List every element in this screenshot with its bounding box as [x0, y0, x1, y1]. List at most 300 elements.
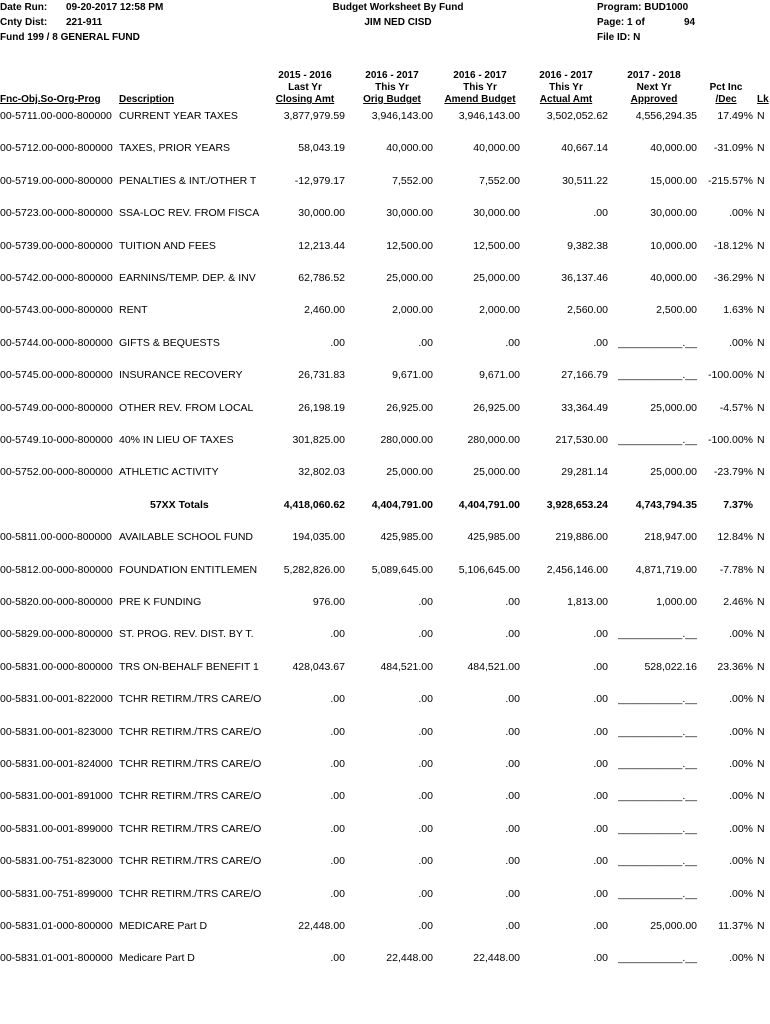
cell-c1: 32,802.03 — [298, 466, 345, 479]
cell-c3: 26,925.00 — [473, 401, 520, 414]
cell-c5: ___________.__ — [618, 369, 697, 382]
cell-acct: 00-5831.00-000-800000 — [0, 660, 113, 673]
cell-c1: 30,000.00 — [298, 207, 345, 220]
cell-c4: .00 — [593, 693, 608, 706]
table-row — [0, 888, 770, 902]
cell-c5: 40,000.00 — [650, 272, 697, 284]
cell-c2: .00 — [418, 855, 433, 868]
cell-lk: N — [757, 531, 765, 544]
table-row — [0, 207, 770, 221]
col-closing-sub: Last Yr — [288, 82, 322, 93]
col-amend-year: 2016 - 2017 — [453, 70, 507, 81]
cell-c1: 12,213.44 — [298, 239, 345, 252]
table-row — [0, 110, 770, 124]
table-row — [0, 661, 770, 675]
cell-acct: 00-5712.00-000-800000 — [0, 142, 113, 155]
cell-c1: .00 — [330, 758, 345, 770]
cell-c5: 4,743,794.35 — [635, 498, 697, 511]
cell-desc: CURRENT YEAR TAXES — [119, 110, 238, 122]
cell-c2: 3,946,143.00 — [371, 110, 433, 122]
col-closing-label: Closing Amt — [275, 94, 335, 105]
table-row — [0, 790, 770, 804]
cell-c4: 36,137.46 — [561, 272, 608, 284]
table-row — [0, 466, 770, 480]
cell-acct: 00-5831.00-751-823000 — [0, 855, 113, 868]
cell-c2: 26,925.00 — [386, 401, 433, 414]
cell-pct: 7.37% — [723, 498, 753, 511]
col-approved-year: 2017 - 2018 — [627, 70, 681, 81]
cell-pct: 23.36% — [717, 660, 753, 673]
page-number: Page: 1 of — [597, 17, 645, 28]
cell-acct: 00-5820.00-000-800000 — [0, 596, 113, 608]
cell-c4: 219,886.00 — [555, 531, 608, 544]
cell-pct: -18.12% — [713, 239, 753, 252]
cell-lk: N — [757, 887, 765, 900]
cell-pct: .00% — [729, 952, 753, 965]
cell-c5: ___________.__ — [618, 887, 697, 900]
cell-desc: TCHR RETIRM./TRS CARE/O — [119, 855, 262, 868]
col-approved-header — [614, 70, 694, 106]
table-row — [0, 726, 770, 740]
cell-acct: 00-5723.00-000-800000 — [0, 207, 113, 220]
cell-c1: 26,198.19 — [298, 401, 345, 414]
cell-pct: .00% — [729, 628, 753, 641]
cell-c4: .00 — [593, 952, 608, 965]
cell-pct: 1.63% — [723, 304, 753, 317]
cell-c3: 484,521.00 — [467, 660, 520, 673]
col-actual-year: 2016 - 2017 — [539, 70, 593, 81]
cell-desc: TUITION AND FEES — [119, 239, 216, 252]
cell-acct: 00-5749.10-000-800000 — [0, 434, 113, 446]
cell-acct: 00-5831.00-001-899000 — [0, 822, 113, 835]
table-row — [0, 693, 770, 707]
cell-c3: 425,985.00 — [467, 531, 520, 544]
cell-c2: 7,552.00 — [392, 174, 433, 187]
cell-c2: 280,000.00 — [380, 434, 433, 446]
cell-pct: -23.79% — [713, 466, 753, 479]
cell-lk: N — [757, 660, 765, 673]
cell-c2: 484,521.00 — [380, 660, 433, 673]
table-row — [0, 434, 770, 448]
cell-c1: 22,448.00 — [298, 920, 345, 932]
cell-acct: 00-5831.00-001-822000 — [0, 693, 113, 706]
cell-pct: -215.57% — [708, 174, 753, 187]
cell-c5: 528,022.16 — [644, 660, 697, 673]
cell-c5: 10,000.00 — [650, 239, 697, 252]
cell-c5: ___________.__ — [618, 628, 697, 641]
cell-c5: ___________.__ — [618, 758, 697, 770]
cell-c1: .00 — [330, 952, 345, 965]
date-run-value: 09-20-2017 12:58 PM — [66, 2, 164, 13]
cell-c1: .00 — [330, 725, 345, 738]
cell-pct: .00% — [729, 887, 753, 900]
cell-lk: N — [757, 920, 765, 932]
cell-c3: .00 — [505, 920, 520, 932]
cell-pct: .00% — [729, 693, 753, 706]
cell-c1: 26,731.83 — [298, 369, 345, 382]
cell-lk: N — [757, 952, 765, 965]
cell-c4: 2,456,146.00 — [546, 563, 608, 576]
cell-lk: N — [757, 174, 765, 187]
cell-c1: .00 — [330, 790, 345, 803]
cell-c2: .00 — [418, 628, 433, 641]
col-description-label: Description — [119, 94, 175, 105]
cell-pct: .00% — [729, 207, 753, 220]
cell-desc: TCHR RETIRM./TRS CARE/O — [119, 693, 262, 706]
cell-c5: ___________.__ — [618, 725, 697, 738]
cell-c4: 27,166.79 — [561, 369, 608, 382]
cell-c1: .00 — [330, 822, 345, 835]
cell-c4: .00 — [593, 725, 608, 738]
cell-acct: 00-5739.00-000-800000 — [0, 239, 113, 252]
col-lk-label: Lk — [757, 94, 769, 105]
table-row — [0, 920, 770, 934]
cell-lk: N — [757, 855, 765, 868]
cell-desc: ATHLETIC ACTIVITY — [119, 466, 219, 479]
cell-lk: N — [757, 239, 765, 252]
cell-c3: 5,106,645.00 — [458, 563, 520, 576]
table-row — [0, 142, 770, 156]
cnty-dist-value: 221-911 — [66, 17, 103, 28]
cell-lk: N — [757, 272, 765, 284]
table-row — [0, 855, 770, 869]
cell-c2: .00 — [418, 790, 433, 803]
cell-c3: 3,946,143.00 — [458, 110, 520, 122]
cell-acct: 00-5831.00-001-823000 — [0, 725, 113, 738]
cell-desc: TCHR RETIRM./TRS CARE/O — [119, 822, 262, 835]
cell-acct: 00-5744.00-000-800000 — [0, 336, 113, 349]
cell-desc: TRS ON-BEHALF BENEFIT 1 — [119, 660, 259, 673]
cell-lk: N — [757, 110, 765, 122]
cell-c5: ___________.__ — [618, 952, 697, 965]
col-amend-sub: This Yr — [463, 82, 497, 93]
cell-acct: 00-5719.00-000-800000 — [0, 174, 113, 187]
cell-acct: 00-5742.00-000-800000 — [0, 272, 113, 284]
cell-c3: 9,671.00 — [479, 369, 520, 382]
cell-c2: 5,089,645.00 — [371, 563, 433, 576]
cell-desc: PENALTIES & INT./OTHER T — [119, 174, 257, 187]
cell-c4: 3,928,653.24 — [546, 498, 608, 511]
col-lk-header — [757, 94, 769, 106]
cell-c1: 976.00 — [312, 596, 345, 608]
cell-c3: 12,500.00 — [473, 239, 520, 252]
col-approved-label: Approved — [630, 94, 678, 105]
cell-lk: N — [757, 758, 765, 770]
cell-acct: 00-5831.00-001-891000 — [0, 790, 113, 803]
cell-c3: 25,000.00 — [473, 466, 520, 479]
col-actual-header — [526, 70, 606, 106]
cell-pct: .00% — [729, 822, 753, 835]
cell-c5: ___________.__ — [618, 693, 697, 706]
table-row — [0, 564, 770, 578]
cell-c4: 1,813.00 — [567, 596, 608, 608]
cell-lk: N — [757, 822, 765, 835]
cell-c1: 428,043.67 — [292, 660, 345, 673]
col-orig-sub: This Yr — [375, 82, 409, 93]
cell-c3: 30,000.00 — [473, 207, 520, 220]
table-row — [0, 823, 770, 837]
cell-c1: 3,877,979.59 — [283, 110, 345, 122]
cell-c4: .00 — [593, 790, 608, 803]
cell-c5: 4,871,719.00 — [635, 563, 697, 576]
cell-lk: N — [757, 434, 765, 446]
cell-c2: 4,404,791.00 — [371, 498, 433, 511]
cell-desc: MEDICARE Part D — [119, 920, 208, 932]
cell-desc: TCHR RETIRM./TRS CARE/O — [119, 790, 262, 803]
cell-lk: N — [757, 304, 765, 317]
table-row — [0, 304, 770, 318]
cell-pct: 2.46% — [723, 596, 753, 608]
cell-lk: N — [757, 596, 765, 608]
cell-c5: 40,000.00 — [650, 142, 697, 155]
cell-desc: SSA-LOC REV. FROM FISCA — [119, 207, 260, 220]
cell-c2: .00 — [418, 693, 433, 706]
cell-c5: ___________.__ — [618, 790, 697, 803]
cell-c3: .00 — [505, 336, 520, 349]
cell-c1: -12,979.17 — [294, 174, 345, 187]
col-amend-label: Amend Budget — [444, 94, 516, 105]
col-account-label: Fnc-Obj.So-Org-Prog — [0, 94, 101, 105]
district-name: JIM NED CISD — [364, 17, 432, 28]
cell-c1: 4,418,060.62 — [283, 498, 345, 511]
cell-c4: .00 — [593, 207, 608, 220]
cell-c2: .00 — [418, 887, 433, 900]
cell-desc: 57XX Totals — [150, 498, 209, 511]
cell-c2: 9,671.00 — [392, 369, 433, 382]
cell-pct: 12.84% — [717, 531, 753, 544]
cell-c3: .00 — [505, 628, 520, 641]
cell-c5: ___________.__ — [618, 434, 697, 446]
cell-c2: .00 — [418, 822, 433, 835]
table-row — [0, 272, 770, 286]
cell-c4: 9,382.38 — [567, 239, 608, 252]
cell-desc: EARNINS/TEMP. DEP. & INV — [119, 272, 256, 284]
table-row — [0, 337, 770, 351]
cell-acct: 00-5711.00-000-800000 — [0, 110, 112, 122]
cell-acct: 00-5812.00-000-800000 — [0, 563, 113, 576]
cell-c1: .00 — [330, 628, 345, 641]
report-title: Budget Worksheet By Fund — [332, 2, 464, 13]
cell-acct: 00-5831.01-000-800000 — [0, 920, 113, 932]
cell-c5: 30,000.00 — [650, 207, 697, 220]
col-account-header — [0, 94, 101, 106]
cell-c4: 40,667.14 — [561, 142, 608, 155]
cell-c5: 25,000.00 — [650, 920, 697, 932]
cell-desc: AVAILABLE SCHOOL FUND — [119, 531, 254, 544]
table-row — [0, 758, 770, 772]
table-row — [0, 952, 770, 966]
cell-desc: OTHER REV. FROM LOCAL — [119, 401, 254, 414]
table-row — [0, 402, 770, 416]
col-closing-header — [265, 70, 345, 106]
col-approved-sub: Next Yr — [636, 82, 672, 93]
cell-c5: ___________.__ — [618, 336, 697, 349]
cell-lk: N — [757, 725, 765, 738]
cell-desc: TCHR RETIRM./TRS CARE/O — [119, 887, 262, 900]
date-run-label: Date Run: — [0, 2, 48, 13]
table-row — [0, 596, 770, 610]
cell-c1: 301,825.00 — [292, 434, 345, 446]
cell-c4: .00 — [593, 628, 608, 641]
cell-c3: 22,448.00 — [473, 952, 520, 965]
cell-desc: TCHR RETIRM./TRS CARE/O — [119, 725, 262, 738]
cell-acct: 00-5743.00-000-800000 — [0, 304, 113, 317]
cell-lk: N — [757, 336, 765, 349]
cell-c1: 194,035.00 — [292, 531, 345, 544]
col-description-header — [119, 94, 174, 106]
cell-desc: FOUNDATION ENTITLEMEN — [119, 563, 258, 576]
cell-lk: N — [757, 401, 765, 414]
cell-lk: N — [757, 369, 765, 382]
cell-c3: .00 — [505, 887, 520, 900]
cell-c1: .00 — [330, 855, 345, 868]
cell-acct: 00-5811.00-000-800000 — [0, 531, 112, 544]
fund-line: Fund 199 / 8 GENERAL FUND — [0, 32, 140, 43]
cell-c4: 29,281.14 — [561, 466, 608, 479]
cell-desc: GIFTS & BEQUESTS — [119, 336, 220, 349]
cell-pct: -100.00% — [708, 369, 753, 382]
cell-c3: 7,552.00 — [479, 174, 520, 187]
table-row — [0, 531, 770, 545]
col-orig-year: 2016 - 2017 — [365, 70, 419, 81]
cell-c5: 1,000.00 — [656, 596, 697, 608]
cell-c3: 40,000.00 — [473, 142, 520, 155]
cell-c1: .00 — [330, 336, 345, 349]
cell-c5: ___________.__ — [618, 822, 697, 835]
cell-c3: .00 — [505, 725, 520, 738]
cell-c3: 25,000.00 — [473, 272, 520, 284]
cell-c2: 25,000.00 — [386, 466, 433, 479]
cell-c3: .00 — [505, 822, 520, 835]
cell-c1: 5,282,826.00 — [283, 563, 345, 576]
cell-c4: .00 — [593, 920, 608, 932]
cell-lk: N — [757, 790, 765, 803]
cell-c2: 22,448.00 — [386, 952, 433, 965]
cell-c1: .00 — [330, 887, 345, 900]
cell-c1: 58,043.19 — [298, 142, 345, 155]
cell-pct: .00% — [729, 336, 753, 349]
cell-c2: 40,000.00 — [386, 142, 433, 155]
cell-pct: -100.00% — [708, 434, 753, 446]
cell-pct: 17.49% — [717, 110, 753, 122]
cell-desc: PRE K FUNDING — [119, 596, 202, 608]
cell-c4: .00 — [593, 822, 608, 835]
cell-lk: N — [757, 466, 765, 479]
cell-c4: .00 — [593, 660, 608, 673]
cell-pct: .00% — [729, 790, 753, 803]
cell-pct: .00% — [729, 725, 753, 738]
table-row — [0, 369, 770, 383]
cell-c2: .00 — [418, 920, 433, 932]
cell-c5: 2,500.00 — [656, 304, 697, 317]
col-orig-header — [352, 70, 432, 106]
col-pct-header — [700, 82, 752, 106]
cell-c1: 62,786.52 — [298, 272, 345, 284]
col-amend-header — [436, 70, 524, 106]
cell-c2: .00 — [418, 725, 433, 738]
col-actual-sub: This Yr — [549, 82, 583, 93]
cell-c4: 2,560.00 — [567, 304, 608, 317]
cell-pct: -4.57% — [719, 401, 753, 414]
cell-c5: 25,000.00 — [650, 401, 697, 414]
cell-c4: 217,530.00 — [555, 434, 608, 446]
cnty-dist-label: Cnty Dist: — [0, 17, 48, 28]
cell-c3: .00 — [505, 758, 520, 770]
cell-desc: 40% IN LIEU OF TAXES — [119, 434, 234, 446]
cell-c5: 4,556,294.35 — [635, 110, 697, 122]
cell-c5: 218,947.00 — [644, 531, 697, 544]
table-row — [0, 175, 770, 189]
cell-pct: -31.09% — [713, 142, 753, 155]
cell-c2: 425,985.00 — [380, 531, 433, 544]
cell-c4: .00 — [593, 758, 608, 770]
program-id: Program: BUD1000 — [597, 2, 689, 13]
cell-acct: 00-5831.01-001-800000 — [0, 952, 113, 965]
table-row — [0, 240, 770, 254]
cell-c2: 12,500.00 — [386, 239, 433, 252]
cell-desc: RENT — [119, 304, 148, 317]
cell-pct: -36.29% — [713, 272, 753, 284]
totals-row — [0, 499, 770, 513]
cell-desc: ST. PROG. REV. DIST. BY T. — [119, 628, 254, 641]
cell-c4: .00 — [593, 336, 608, 349]
cell-pct: 11.37% — [718, 920, 753, 932]
cell-c3: 4,404,791.00 — [458, 498, 520, 511]
cell-acct: 00-5752.00-000-800000 — [0, 466, 113, 479]
cell-lk: N — [757, 142, 765, 155]
cell-c4: .00 — [593, 855, 608, 868]
cell-desc: TCHR RETIRM./TRS CARE/O — [119, 758, 262, 770]
cell-lk: N — [757, 563, 765, 576]
cell-c2: .00 — [418, 758, 433, 770]
cell-pct: .00% — [729, 758, 753, 770]
cell-c3: 2,000.00 — [479, 304, 520, 317]
col-pct-line2: /Dec — [715, 94, 737, 105]
col-pct-line1: Pct Inc — [709, 82, 743, 93]
cell-c3: .00 — [505, 596, 520, 608]
table-row — [0, 628, 770, 642]
cell-desc: INSURANCE RECOVERY — [119, 369, 243, 382]
cell-acct: 00-5831.00-001-824000 — [0, 758, 113, 770]
cell-c3: .00 — [505, 855, 520, 868]
cell-acct: 00-5749.00-000-800000 — [0, 401, 113, 414]
cell-acct: 00-5829.00-000-800000 — [0, 628, 113, 641]
cell-pct: .00% — [729, 855, 753, 868]
page-total: 94 — [684, 17, 696, 28]
cell-lk: N — [757, 207, 765, 220]
cell-lk: N — [757, 628, 765, 641]
cell-c4: .00 — [593, 887, 608, 900]
cell-acct: 00-5745.00-000-800000 — [0, 369, 113, 382]
cell-pct: -7.78% — [719, 563, 753, 576]
cell-c4: 3,502,052.62 — [546, 110, 608, 122]
cell-acct: 00-5831.00-751-899000 — [0, 887, 113, 900]
cell-c5: ___________.__ — [618, 855, 697, 868]
cell-c5: 15,000.00 — [650, 174, 697, 187]
cell-c2: 25,000.00 — [386, 272, 433, 284]
cell-c1: .00 — [330, 693, 345, 706]
file-id: File ID: N — [597, 32, 641, 43]
col-actual-label: Actual Amt — [539, 94, 593, 105]
cell-c4: 30,511.22 — [562, 174, 608, 187]
col-closing-year: 2015 - 2016 — [278, 70, 332, 81]
cell-c4: 33,364.49 — [561, 401, 608, 414]
cell-c3: 280,000.00 — [467, 434, 520, 446]
cell-c2: 2,000.00 — [392, 304, 433, 317]
cell-desc: Medicare Part D — [119, 952, 195, 965]
cell-c1: 2,460.00 — [304, 304, 345, 317]
cell-c2: .00 — [418, 596, 433, 608]
